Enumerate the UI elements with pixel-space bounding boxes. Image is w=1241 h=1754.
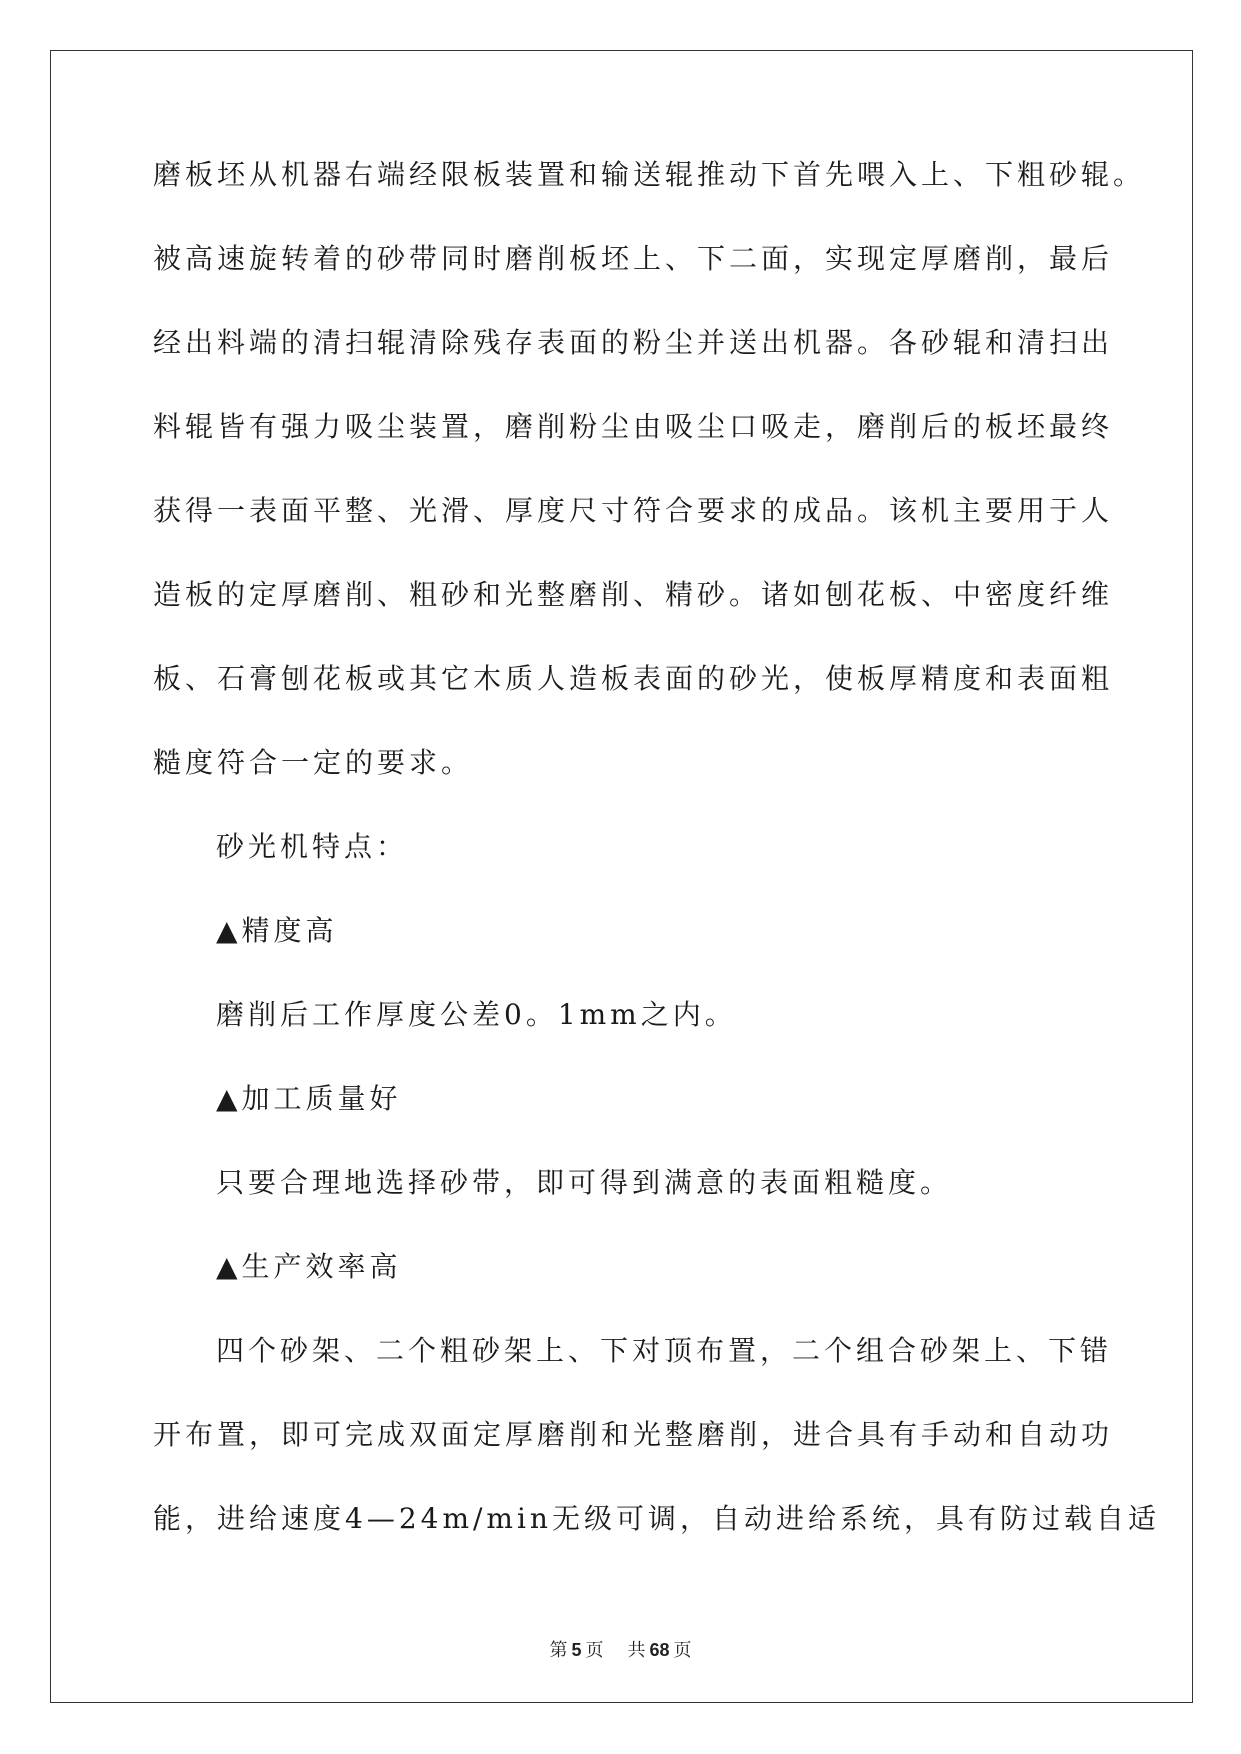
paragraph-line: 获得一表面平整、光滑、厚度尺寸符合要求的成品。该机主要用于人 [153, 494, 1114, 527]
feature-title-precision: ▲精度高 [216, 914, 338, 947]
feature-title-quality: ▲加工质量好 [216, 1082, 402, 1115]
paragraph-line: 料辊皆有强力吸尘装置，磨削粉尘由吸尘口吸走，磨削后的板坯最终 [153, 410, 1114, 443]
page-footer [0, 1636, 1241, 1662]
feature-text-quality: 只要合理地选择砂带，即可得到满意的表面粗糙度。 [216, 1166, 953, 1199]
paragraph-line: 被高速旋转着的砂带同时磨削板坯上、下二面，实现定厚磨削，最后 [153, 242, 1114, 275]
paragraph-line: 能，进给速度4—24m/min无级可调，自动进给系统，具有防过载自适 [153, 1502, 1160, 1535]
paragraph-line: 经出料端的清扫辊清除残存表面的粉尘并送出机器。各砂辊和清扫出 [153, 326, 1114, 359]
total-pages: 68 [649, 1640, 670, 1660]
total-suffix: 页 [673, 1640, 692, 1660]
paragraph-line: 四个砂架、二个粗砂架上、下对顶布置，二个组合砂架上、下错 [216, 1334, 1113, 1367]
document-body [153, 155, 1160, 1583]
total-prefix: 共 [627, 1640, 646, 1660]
paragraph-line: 开布置，即可完成双面定厚磨削和光整磨削，进合具有手动和自动功 [153, 1418, 1114, 1451]
paragraph-line: 造板的定厚磨削、粗砂和光整磨削、精砂。诸如刨花板、中密度纤维 [153, 578, 1114, 611]
feature-text-precision: 磨削后工作厚度公差0。1mm之内。 [216, 998, 737, 1031]
feature-title-efficiency: ▲生产效率高 [216, 1250, 402, 1283]
features-heading: 砂光机特点： [216, 830, 409, 863]
paragraph-line: 糙度符合一定的要求。 [153, 746, 474, 779]
page-suffix: 页 [585, 1640, 604, 1660]
paragraph-line: 板、石膏刨花板或其它木质人造板表面的砂光，使板厚精度和表面粗 [153, 662, 1114, 695]
page-number: 5 [571, 1640, 582, 1660]
page-prefix: 第 [549, 1640, 568, 1660]
paragraph-line: 磨板坯从机器右端经限板装置和输送辊推动下首先喂入上、下粗砂辊。 [153, 158, 1146, 191]
